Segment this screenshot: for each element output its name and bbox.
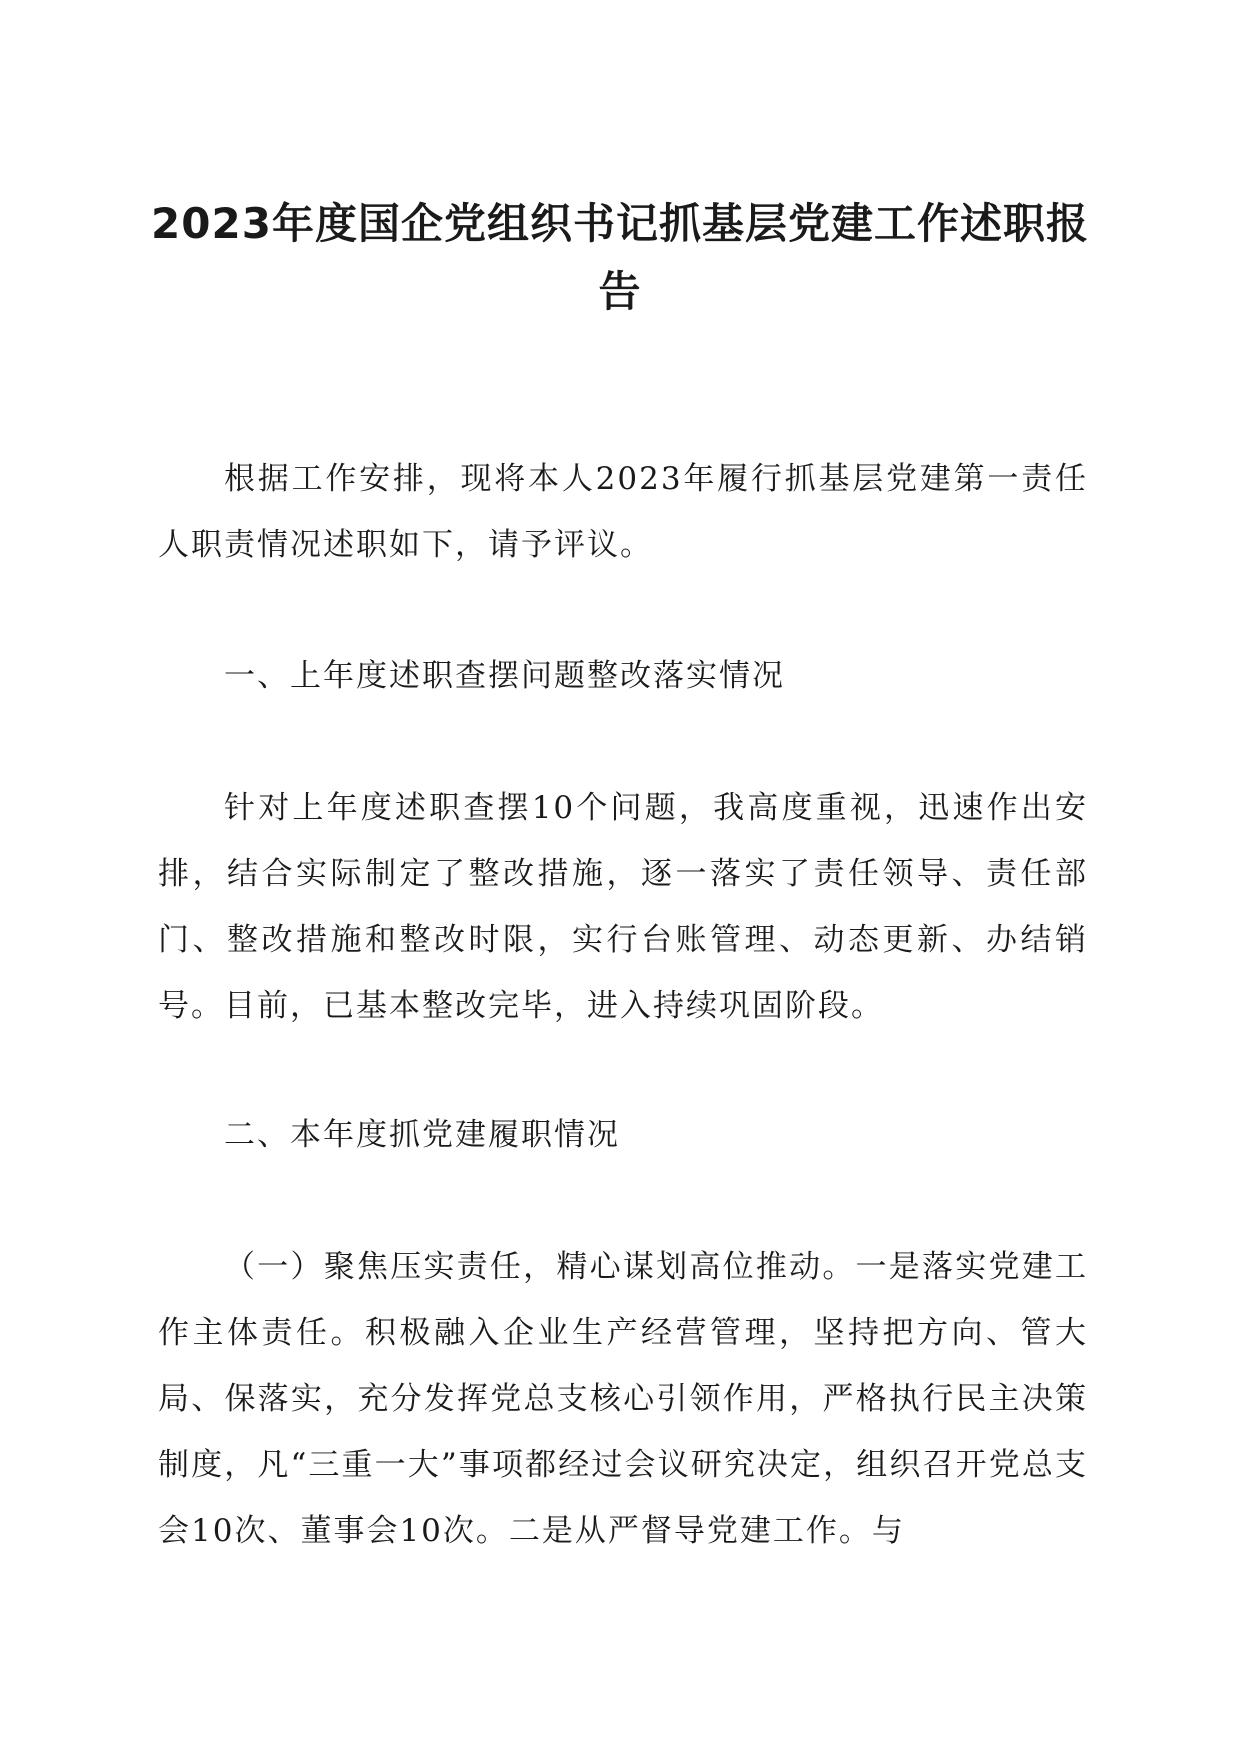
- section-heading-2: 二、本年度抓党建履职情况: [224, 1117, 620, 1153]
- section-paragraph-1: 针对上年度述职查摆10个问题，我高度重视，迅速作出安排，结合实际制定了整改措施，逐一落实了责任领导、责任部门、整改措施和整改时限，实行台账管理、动态更新、办结销号。目前，已基本整改完毕，进入持续巩固阶段。: [158, 790, 1088, 1024]
- section-paragraph-2: （一）聚焦压实责任，精心谋划高位推动。一是落实党建工作主体责任。积极融入企业生产经营管理，坚持把方向、管大局、保落实，充分发挥党总支核心引领作用，严格执行民主决策制度，凡“三重一大”事项都经过会议研究决定，组织召开党总支会10次、董事会10次。二是从严督导党建工作。与: [158, 1249, 1088, 1549]
- intro-paragraph: 根据工作安排，现将本人2023年履行抓基层党建第一责任人职责情况述职如下，请予评议。: [158, 461, 1088, 563]
- document-title: 2023年度国企党组织书记抓基层党建工作述职报告: [151, 199, 1089, 316]
- section-heading-1: 一、上年度述职查摆问题整改落实情况: [224, 658, 785, 694]
